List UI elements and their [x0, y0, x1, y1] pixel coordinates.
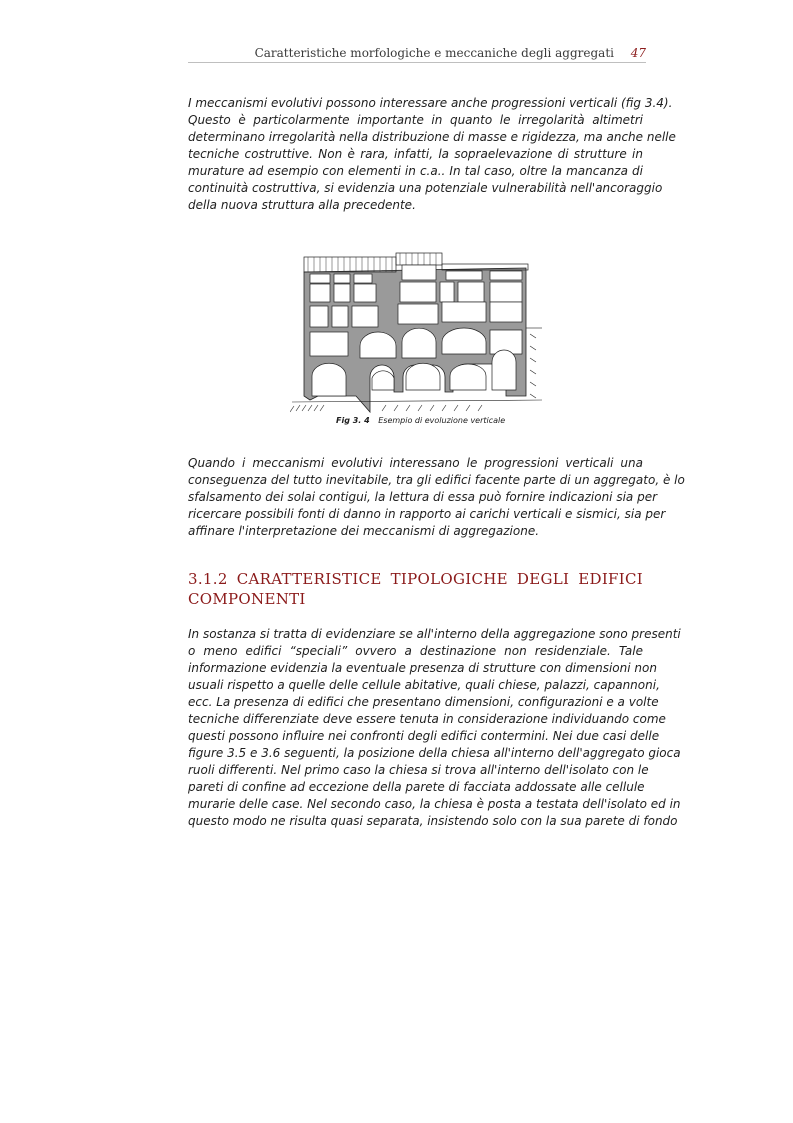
text-line: ecc. La presenza di edifici che presentano dimensioni, configurazioni e a volte [188, 695, 659, 709]
page-number: 47 [630, 46, 646, 60]
building-section-figure [290, 250, 545, 415]
text-line: figure 3.5 e 3.6 seguenti, la posizione della chiesa all'interno dell'aggregato gioca [188, 746, 681, 760]
text-line: tecniche differenziate deve essere tenuta in considerazione individuando come [188, 712, 666, 726]
text-line: conseguenza del tutto inevitabile, tra gli edifici facente parte di un aggregato, è lo [188, 473, 685, 487]
text-line: determinano irregolarità nella distribuzione di masse e rigidezza, ma anche nelle [188, 130, 676, 144]
text-line: sfalsamento dei solai contigui, la lettura di essa può fornire indicazioni sia per [188, 490, 658, 504]
running-header [188, 46, 646, 63]
text-line: I meccanismi evolutivi possono interessare anche progressioni verticali (fig 3.4). [188, 96, 673, 110]
text-line: tecniche costruttive. Non è rara, infatti, la sopraelevazione di strutture in [188, 147, 643, 161]
text-line: questi possono influire nei confronti degli edifici contermini. Nei due casi delle [188, 729, 660, 743]
section-title-line-2: COMPONENTI [188, 590, 306, 608]
text-line: questo modo ne risulta quasi separata, insistendo solo con la sua parete di fondo [188, 814, 678, 828]
text-line: Questo è particolarmente importante in quanto le irregolarità altimetri [188, 113, 643, 127]
paragraph-2 [188, 455, 685, 540]
section-number: 3.1.2 [188, 570, 228, 588]
figure-caption-text: Esempio di evoluzione verticale [378, 416, 506, 425]
text-line: In sostanza si tratta di evidenziare se all'interno della aggregazione sono presenti [188, 627, 681, 641]
section-heading [188, 569, 643, 609]
figure-label: Fig 3. 4 [336, 416, 370, 425]
text-line: informazione evidenzia la eventuale presenza di strutture con dimensioni non [188, 661, 657, 675]
text-line: murature ad esempio con elementi in c.a.. In tal caso, oltre la mancanza di [188, 164, 643, 178]
text-line: murarie delle case. Nel secondo caso, la chiesa è posta a testata dell'isolato ed in [188, 797, 681, 811]
section-heading-line [188, 569, 643, 589]
paragraph-3 [188, 626, 681, 830]
text-line: pareti di confine ad eccezione della parete di facciata addossate alle cellule [188, 780, 645, 794]
text-line: ricercare possibili fonti di danno in rapporto ai carichi verticali e sismici, sia per [188, 507, 666, 521]
text-line: ruoli differenti. Nel primo caso la chiesa si trova all'interno dell'isolato con le [188, 763, 649, 777]
text-line: affinare l'interpretazione dei meccanismi di aggregazione. [188, 524, 540, 538]
text-line: continuità costruttiva, si evidenzia una potenziale vulnerabilità nell'ancoraggio [188, 181, 663, 195]
text-line: usuali rispetto a quelle delle cellule abitative, quali chiese, palazzi, capannoni, [188, 678, 660, 692]
text-line: della nuova struttura alla precedente. [188, 198, 416, 212]
section-title-line-1: CARATTERISTICE TIPOLOGICHE DEGLI EDIFICI [236, 570, 643, 588]
text-line: Quando i meccanismi evolutivi interessano le progressioni verticali una [188, 456, 643, 470]
paragraph-1 [188, 95, 676, 214]
running-title: Caratteristiche morfologiche e meccaniche degli aggregati [254, 46, 614, 60]
figure-caption [336, 416, 505, 425]
text-line: o meno edifici “speciali” ovvero a destinazione non residenziale. Tale [188, 644, 643, 658]
